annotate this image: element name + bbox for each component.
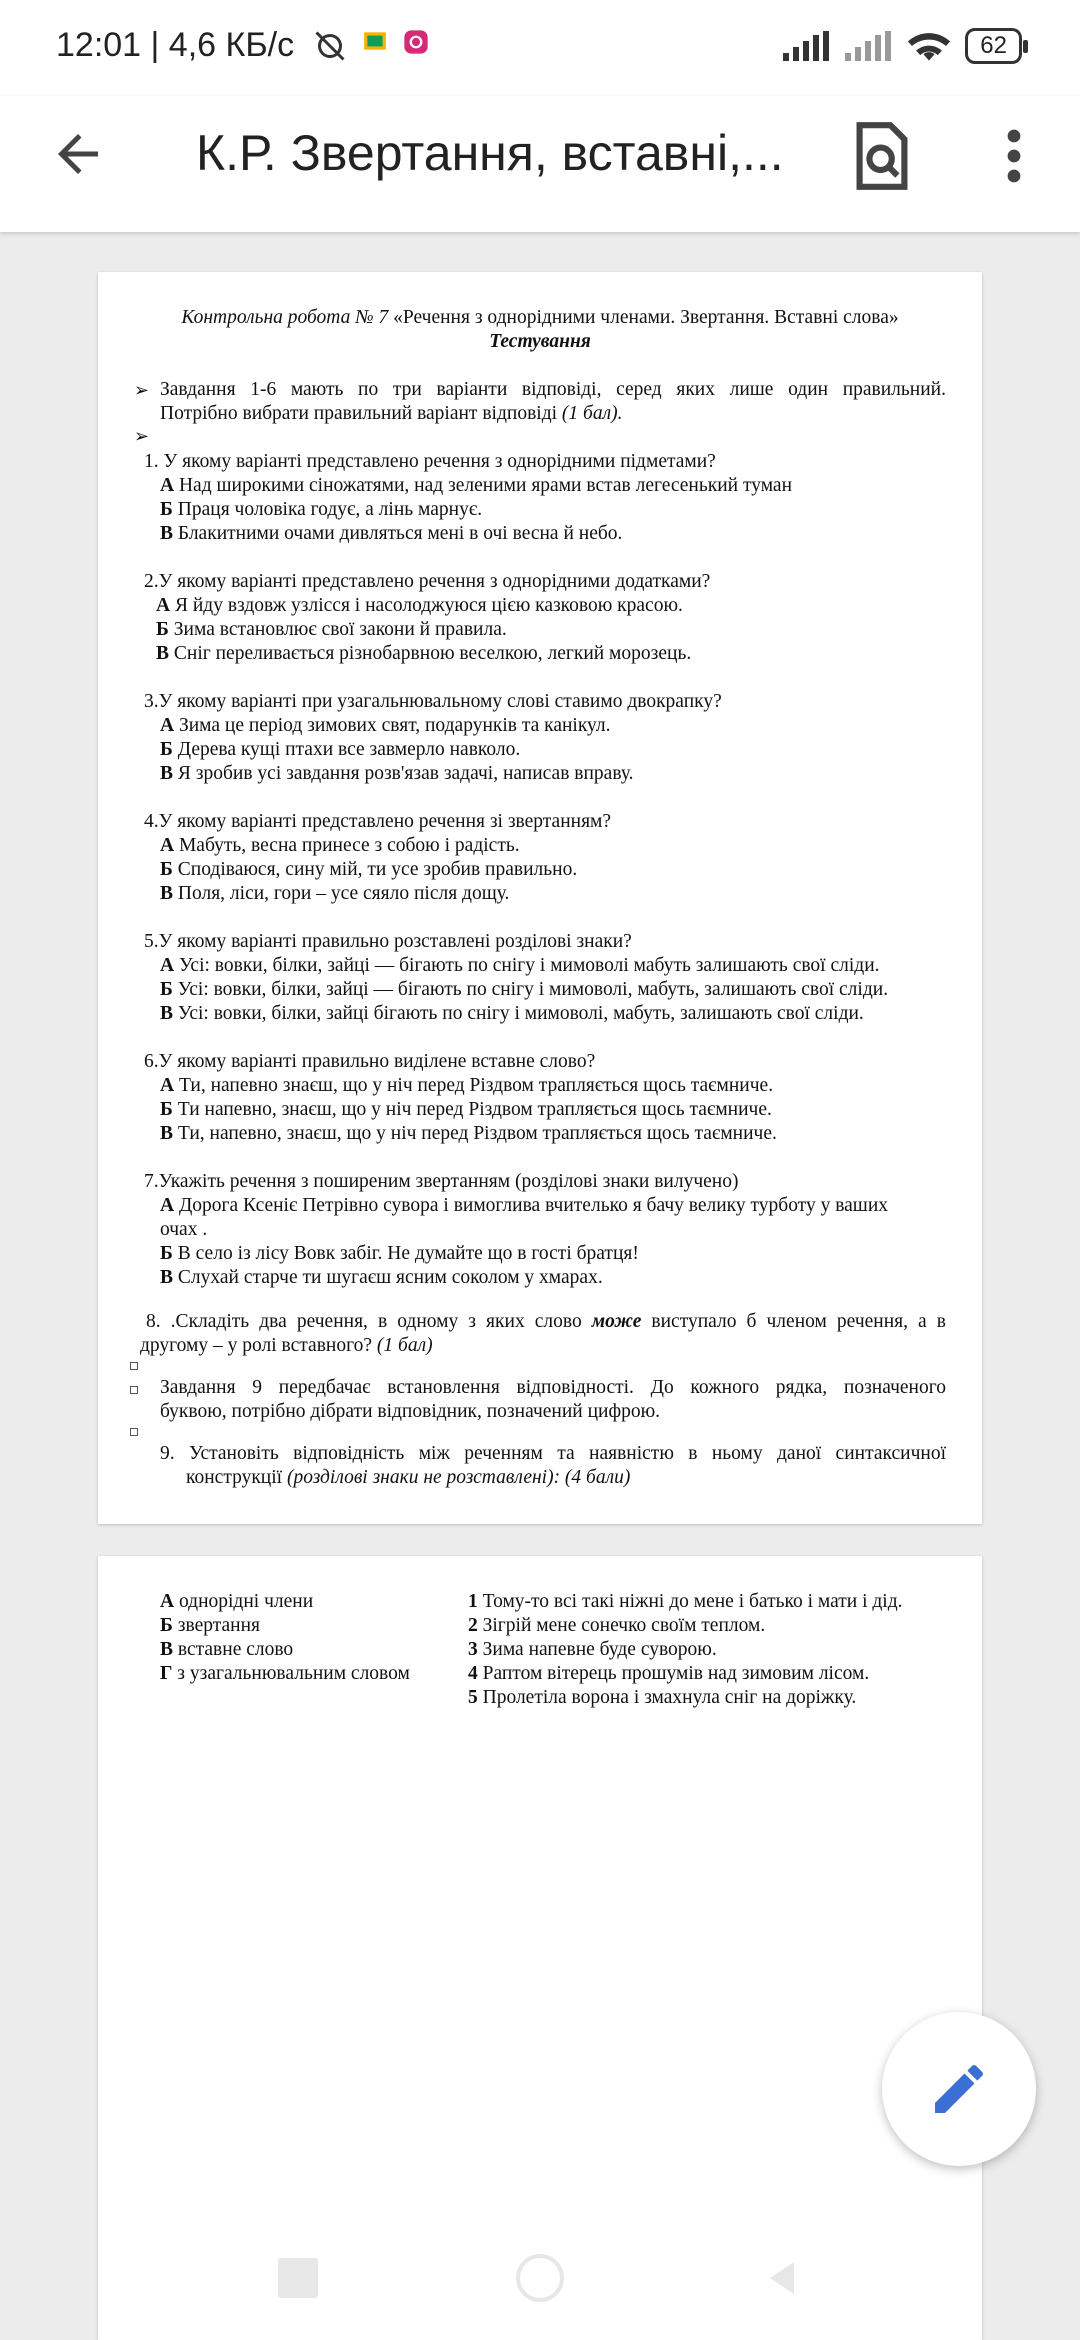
text-fragment: Зігрій мене сонечко своїм теплом. [477,1615,766,1636]
text-fragment: може [591,1311,642,1332]
text-fragment: конструкції [186,1467,287,1488]
question-8-line-2 [140,1334,433,1358]
option-text: Мабуть, весна принесе з собою і радість. [178,835,520,856]
option-text: Я зробив усі завдання розв'язав задачі, написав вправу. [177,763,634,784]
q7-option-a-cont: очах . [160,1219,208,1240]
task-9-intro-line-2: буквою, потрібно дібрати відповідник, позначений цифрою. [160,1401,661,1422]
option-text: В [160,763,174,784]
q5-option-b [160,978,888,1002]
square-bullet-icon [130,1362,138,1370]
status-time-speed: 12:01 | 4,6 КБ/с [56,26,295,64]
arrow-bullet-icon: ➢ [134,380,150,400]
q3-option-c [160,762,634,786]
option-text: А [156,595,171,616]
q1-option-a [160,474,792,498]
alarm-off-icon [312,28,348,64]
text-fragment: 1 [468,1591,478,1612]
instagram-icon [402,28,430,56]
option-text: А [160,1075,175,1096]
q4-option-a [160,834,520,858]
option-text: Ти, напевно, знаєш, що у ніч перед Різдвом трапляється щось таємниче. [177,1123,777,1144]
status-notification-icons [312,28,430,64]
option-text: Над широкими сіножатями, над зеленими ярами встав легесенький туман [178,475,793,496]
option-text: Зима встановлює свої закони й правила. [173,619,507,640]
matching-left-item [160,1614,260,1638]
matching-right-item [468,1590,903,1614]
option-text: Дорога Ксеніє Петрівно сувора і вимоглива вчителько я бачу велику турботу у ваших [178,1195,889,1216]
q7-option-c [160,1266,603,1290]
option-text: А [160,475,175,496]
edit-fab-button[interactable] [882,2012,1036,2166]
text-fragment: Пролетіла ворона і змахнула сніг на доріжку. [477,1687,857,1708]
more-vert-icon[interactable] [994,126,1034,186]
option-text: Б [160,1099,173,1120]
status-bar [0,0,1080,96]
text-fragment: (1 бал). [561,403,623,424]
option-text: Б [160,1243,173,1264]
matching-left-item [160,1662,410,1686]
nav-back-button[interactable] [762,2258,802,2298]
option-text: Ти, напевно знаєш, що у ніч перед Різдвом трапляється щось таємниче. [178,1075,774,1096]
option-text: А [160,715,175,736]
intro-line-2 [160,402,622,426]
text-fragment: 8. .Складіть два речення, в одному з яких слово [146,1311,592,1332]
text-fragment: Контрольна робота № 7 [181,307,389,328]
option-text: Б [160,499,173,520]
signal-icon [783,31,831,61]
option-text: Ти напевно, знаєш, що у ніч перед Різдвом трапляється щось таємниче. [177,1099,772,1120]
text-fragment: виступало б членом речення, а в [641,1311,946,1332]
option-text: А [160,955,175,976]
square-bullet-icon [130,1428,138,1436]
classroom-icon [362,28,388,54]
back-arrow-icon[interactable] [48,124,108,184]
text-fragment: вставне слово [173,1639,294,1660]
option-text: В [156,643,170,664]
option-text: Сподіваюся, сину мій, ти усе зробив правильно. [177,859,578,880]
text-fragment: (розділові знаки не розставлені): (4 бали) [286,1467,631,1488]
text-fragment: (1 бал) [376,1335,433,1356]
arrow-bullet-icon: ➢ [134,426,150,446]
square-bullet-icon [130,1386,138,1394]
text-fragment: з узагальнювальним словом [172,1663,410,1684]
option-text: Я йду вздовж узлісся і насолоджуюся цією казковою красою. [174,595,683,616]
question-1: 1. У якому варіанті представлено речення з однорідними підметами? [144,451,716,472]
edit-pencil-icon [927,2057,991,2121]
option-text: В [160,1003,174,1024]
text-fragment: Зима напевне буде суворою. [477,1639,717,1660]
q2-option-c [156,642,691,666]
q6-option-c [160,1122,777,1146]
option-text: Усі: вовки, білки, зайці — бігають по снігу і мимоволі мабуть залишають свої сліди. [178,955,880,976]
battery-indicator: 62 [965,28,1022,64]
option-text: В [160,523,174,544]
q5-option-a [160,954,880,978]
q7-option-b [160,1242,639,1266]
text-fragment: В [160,1639,174,1660]
q2-option-a [156,594,683,618]
matching-right-item [468,1686,856,1710]
matching-left-item [160,1590,313,1614]
option-text: Сніг переливається різнобарвною веселкою, легкий морозець. [173,643,692,664]
question-4: 4.У якому варіанті представлено речення зі звертанням? [144,811,612,832]
text-fragment: однорідні члени [174,1591,314,1612]
option-text: Б [160,979,173,1000]
option-text: Зима це період зимових свят, подарунків та канікул. [178,715,611,736]
q2-option-b [156,618,507,642]
option-text: В [160,1123,174,1144]
q1-option-c [160,522,622,546]
intro-line-1: Завдання 1-6 мають по три варіанти відповіді, серед яких лише один правильний. [160,379,946,400]
matching-right-item [468,1638,717,1662]
text-fragment: другому – у ролі вставного? [140,1335,377,1356]
option-text: Дерева кущі птахи все завмерло навколо. [177,739,521,760]
question-9-line-1: 9. Установіть відповідність між реченням та наявністю в ньому даної синтаксичної [160,1443,946,1464]
q7-option-a [160,1194,888,1218]
document-page-1 [98,272,982,1524]
text-fragment: Тому-то всі такі ніжні до мене і батько і мати і дід. [477,1591,903,1612]
q3-option-b [160,738,520,762]
text-fragment: Б [160,1615,173,1636]
option-text: А [160,835,175,856]
q4-option-b [160,858,577,882]
option-text: Б [156,619,169,640]
nav-home-button[interactable] [516,2254,564,2302]
q6-option-b [160,1098,772,1122]
option-text: В [160,1267,174,1288]
option-text: Слухай старче ти шугаєш ясним соколом у хмарах. [177,1267,603,1288]
status-right [783,28,1022,64]
document-title: К.Р. Звертання, вставні,... [196,125,784,181]
option-text: А [160,1195,175,1216]
option-text: Б [160,739,173,760]
option-text: Усі: вовки, білки, зайці бігають по снігу і мимоволі, мабуть, залишають свої сліди. [177,1003,864,1024]
text-fragment: Потрібно вибрати правильний варіант відповіді [160,403,562,424]
text-fragment: 2 [468,1615,478,1636]
nav-recents-button[interactable] [278,2258,318,2298]
text-fragment: Г [160,1663,173,1684]
signal-2-icon [845,31,893,61]
matching-right-item [468,1662,869,1686]
q3-option-a [160,714,611,738]
question-3: 3.У якому варіанті при узагальнювальному слові ставимо двокрапку? [144,691,722,712]
q6-option-a [160,1074,773,1098]
option-text: Поля, ліси, гори – усе сяяло після дощу. [177,883,510,904]
text-fragment: звертання [172,1615,260,1636]
document-search-icon[interactable] [854,122,910,190]
q4-option-c [160,882,509,906]
status-left [56,26,430,65]
question-9-line-2 [186,1466,630,1490]
question-6: 6.У якому варіанті правильно виділене вставне слово? [144,1051,596,1072]
document-page-2 [98,1556,982,2340]
text-fragment: А [160,1591,175,1612]
text-fragment: «Речення з однорідними членами. Звертання. Вставні слова» [388,307,899,328]
option-text: Б [160,859,173,880]
option-text: Праця чоловіка годує, а лінь марнує. [177,499,483,520]
question-2: 2.У якому варіанті представлено речення з однорідними додатками? [144,571,711,592]
matching-right-item [468,1614,765,1638]
text-fragment: Раптом вітерець прошумів над зимовим лісом. [477,1663,870,1684]
text-fragment: 4 [468,1663,478,1684]
q5-option-c [160,1002,864,1026]
q1-option-b [160,498,482,522]
question-8-line-1 [146,1310,946,1334]
option-text: В село із лісу Вовк забіг. Не думайте що в гості братця! [177,1243,639,1264]
option-text: В [160,883,174,904]
wifi-icon [907,29,951,63]
text-fragment: 5 [468,1687,478,1708]
test-subheader: Тестування [489,331,591,352]
task-9-intro-line-1: Завдання 9 передбачає встановлення відповідності. До кожного рядка, позначеного [160,1377,946,1398]
option-text: Усі: вовки, білки, зайці — бігають по снігу і мимоволі, мабуть, залишають свої сліди. [177,979,889,1000]
app-bar [0,96,1080,232]
question-5: 5.У якому варіанті правильно розставлені розділові знаки? [144,931,632,952]
matching-left-item [160,1638,293,1662]
text-fragment: 3 [468,1639,478,1660]
test-header [98,306,982,330]
option-text: Блакитними очами дивляться мені в очі весна й небо. [177,523,623,544]
question-7: 7.Укажіть речення з поширеним звертанням (розділові знаки вилучено) [144,1171,739,1192]
